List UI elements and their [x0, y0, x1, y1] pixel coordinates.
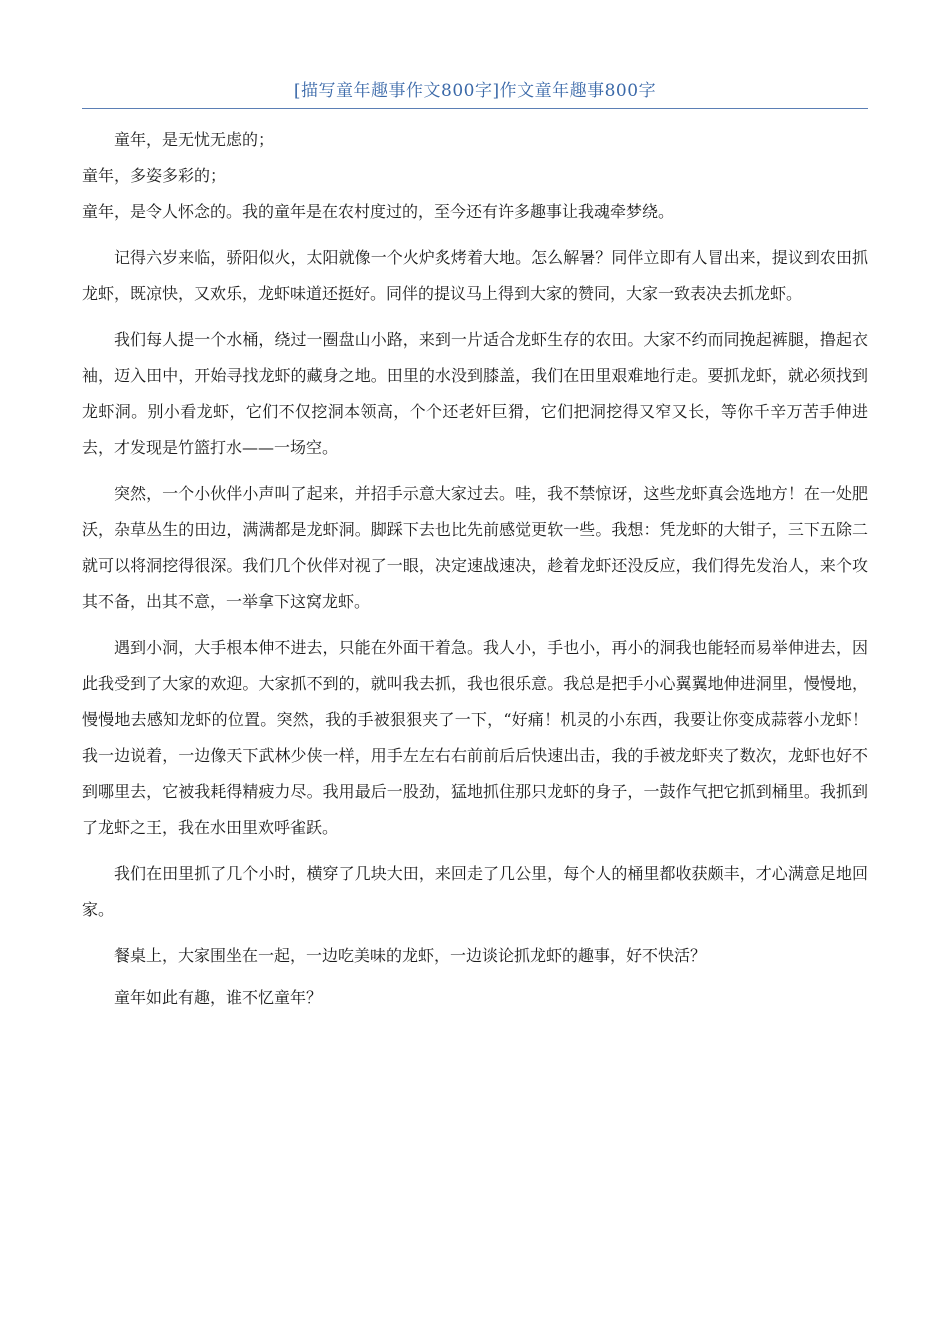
page-header — [82, 78, 868, 109]
paragraph: 我们每人提一个水桶，绕过一圈盘山小路，来到一片适合龙虾生存的农田。大家不约而同挽起裤腿，撸起衣袖，迈入田中，开始寻找龙虾的藏身之地。田里的水没到膝盖，我们在田里艰难地行走。要抓龙虾，就必须找到龙虾洞。别小看龙虾，它们不仅挖洞本领高，个个还老奸巨猾，它们把洞挖得又窄又长，等你千辛万苦手伸进去，才发现是竹篮打水——一场空。 — [82, 330, 868, 457]
paragraph: 遇到小洞，大手根本伸不进去，只能在外面干着急。我人小，手也小，再小的洞我也能轻而易举伸进去，因此我受到了大家的欢迎。大家抓不到的，就叫我去抓，我也很乐意。我总是把手小心翼翼地伸进洞里，慢慢地，慢慢地去感知龙虾的位置。突然，我的手被狠狠夹了一下，“好痛！机灵的小东西，我要让你变成蒜蓉小龙虾！我一边说着，一边像天下武林少侠一样，用手左左右右前前后后快速出击，我的手被龙虾夹了数次，龙虾也好不到哪里去，它被我耗得精疲力尽。我用最后一股劲，猛地抓住那只龙虾的身子，一鼓作气把它抓到桶里。我抓到了龙虾之王，我在水田里欢呼雀跃。 — [82, 638, 868, 837]
document-title: [描写童年趣事作文800字]作文童年趣事800字 — [293, 81, 657, 101]
article-body — [82, 122, 868, 1016]
paragraph: 突然，一个小伙伴小声叫了起来，并招手示意大家过去。哇，我不禁惊讶，这些龙虾真会选地方！在一处肥沃，杂草丛生的田边，满满都是龙虾洞。脚踩下去也比先前感觉更软一些。我想：凭龙虾的大钳子，三下五除二就可以将洞挖得很深。我们几个伙伴对视了一眼，决定速战速决，趁着龙虾还没反应，我们得先发治人，来个攻其不备，出其不意，一举拿下这窝龙虾。 — [82, 484, 868, 611]
paragraph: 童年，是无忧无虑的； — [114, 130, 275, 149]
paragraph: 童年，多姿多彩的； — [82, 166, 227, 185]
paragraph: 我们在田里抓了几个小时，横穿了几块大田，来回走了几公里，每个人的桶里都收获颇丰，才心满意足地回家。 — [82, 864, 868, 919]
paragraph: 童年如此有趣，谁不忆童年？ — [114, 988, 323, 1007]
paragraph: 餐桌上，大家围坐在一起，一边吃美味的龙虾，一边谈论抓龙虾的趣事，好不快活？ — [114, 946, 707, 965]
paragraph: 童年，是令人怀念的。我的童年是在农村度过的，至今还有许多趣事让我魂牵梦绕。 — [82, 202, 675, 221]
paragraph: 记得六岁来临，骄阳似火，太阳就像一个火炉炙烤着大地。怎么解暑？同伴立即有人冒出来，提议到农田抓龙虾，既凉快，又欢乐，龙虾味道还挺好。同伴的提议马上得到大家的赞同，大家一致表决去抓龙虾。 — [82, 248, 868, 303]
